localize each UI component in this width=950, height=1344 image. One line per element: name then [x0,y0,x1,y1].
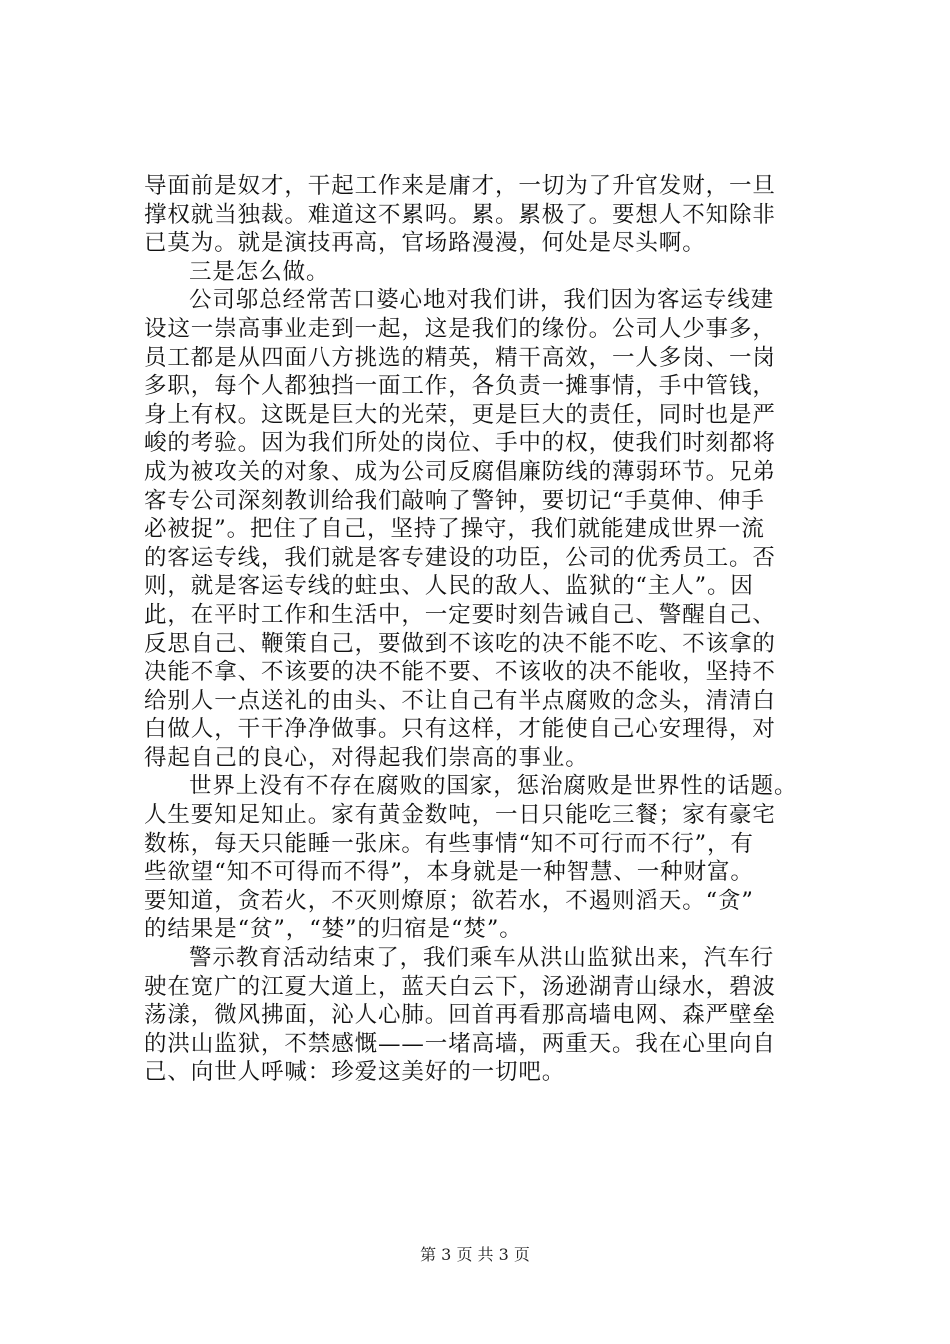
text-line: 些欲望“知不可得而不得”，本身就是一种智慧、一种财富。 [144,859,754,886]
text-line: 荡漾，微风拂面，沁人心肺。回首再看那高墙电网、森严壁垒 [144,1002,776,1029]
text-line: 警示教育活动结束了，我们乘车从洪山监狱出来，汽车行 [189,945,775,972]
text-line: 白做人，干干净净做事。只有这样，才能使自己心安理得，对 [144,716,776,743]
text-line: 决能不拿、不该要的决不能不要、不该收的决不能收，坚持不 [144,659,776,686]
text-line: 要知道，贪若火，不灭则燎原；欲若水，不遏则滔天。“贪” [144,887,754,914]
text-line: 的结果是“贫”，“婪”的归宿是“焚”。 [144,916,523,943]
text-line: 世界上没有不存在腐败的国家，惩治腐败是世界性的话题。 [189,773,798,800]
text-line: 客专公司深刻教训给我们敲响了警钟，要切记“手莫伸、伸手 [144,487,765,514]
text-line: 驶在宽广的江夏大道上，蓝天白云下，汤逊湖青山绿水，碧波 [144,973,776,1000]
page-footer: 第 3 页 共 3 页 [420,1245,530,1264]
text-line: 得起自己的良心，对得起我们崇高的事业。 [144,744,589,771]
text-line: 设这一崇高事业走到一起，这是我们的缘份。公司人少事多， [144,315,776,342]
text-line: 必被捉”。把住了自己，坚持了操守，我们就能建成世界一流 [144,516,765,543]
text-line: 三是怎么做。 [189,258,330,285]
text-line: 给别人一点送礼的由头、不让自己有半点腐败的念头，清清白 [144,687,776,714]
text-line: 反思自己、鞭策自己，要做到不该吃的决不能不吃、不该拿的 [144,630,776,657]
document-body [144,172,834,1087]
text-line: 成为被攻关的对象、成为公司反腐倡廉防线的薄弱环节。兄弟 [144,458,776,485]
text-line: 则，就是客运专线的蛀虫、人民的敌人、监狱的“主人”。因 [144,573,754,600]
text-line: 人生要知足知止。家有黄金数吨，一日只能吃三餐；家有豪宅 [144,802,776,829]
text-line: 员工都是从四面八方挑选的精英，精干高效，一人多岗、一岗 [144,344,776,371]
text-line: 身上有权。这既是巨大的光荣，更是巨大的责任，同时也是严 [144,401,776,428]
text-line: 导面前是奴才，干起工作来是庸才，一切为了升官发财，一旦 [144,173,776,199]
text-line: 数栋，每天只能睡一张床。有些事情“知不可行而不行”，有 [144,830,754,857]
text-line: 的洪山监狱，不禁感慨——一堵高墙，两重天。我在心里向自 [144,1030,776,1057]
text-line: 此，在平时工作和生活中，一定要时刻告诫自己、警醒自己、 [144,601,776,628]
text-line: 的客运专线，我们就是客专建设的功臣，公司的优秀员工。否 [144,544,776,571]
text-line: 撑权就当独裁。难道这不累吗。累。累极了。要想人不知除非 [144,201,776,228]
text-line: 多职，每个人都独挡一面工作，各负责一摊事情，手中管钱， [144,373,776,400]
text-line: 已莫为。就是演技再高，官场路漫漫，何处是尽头啊。 [144,230,706,257]
text-line: 公司邬总经常苦口婆心地对我们讲，我们因为客运专线建 [189,287,775,314]
text-line: 峻的考验。因为我们所处的岗位、手中的权，使我们时刻都将 [144,430,776,457]
text-line: 己、向世人呼喊：珍爱这美好的一切吧。 [144,1059,566,1086]
